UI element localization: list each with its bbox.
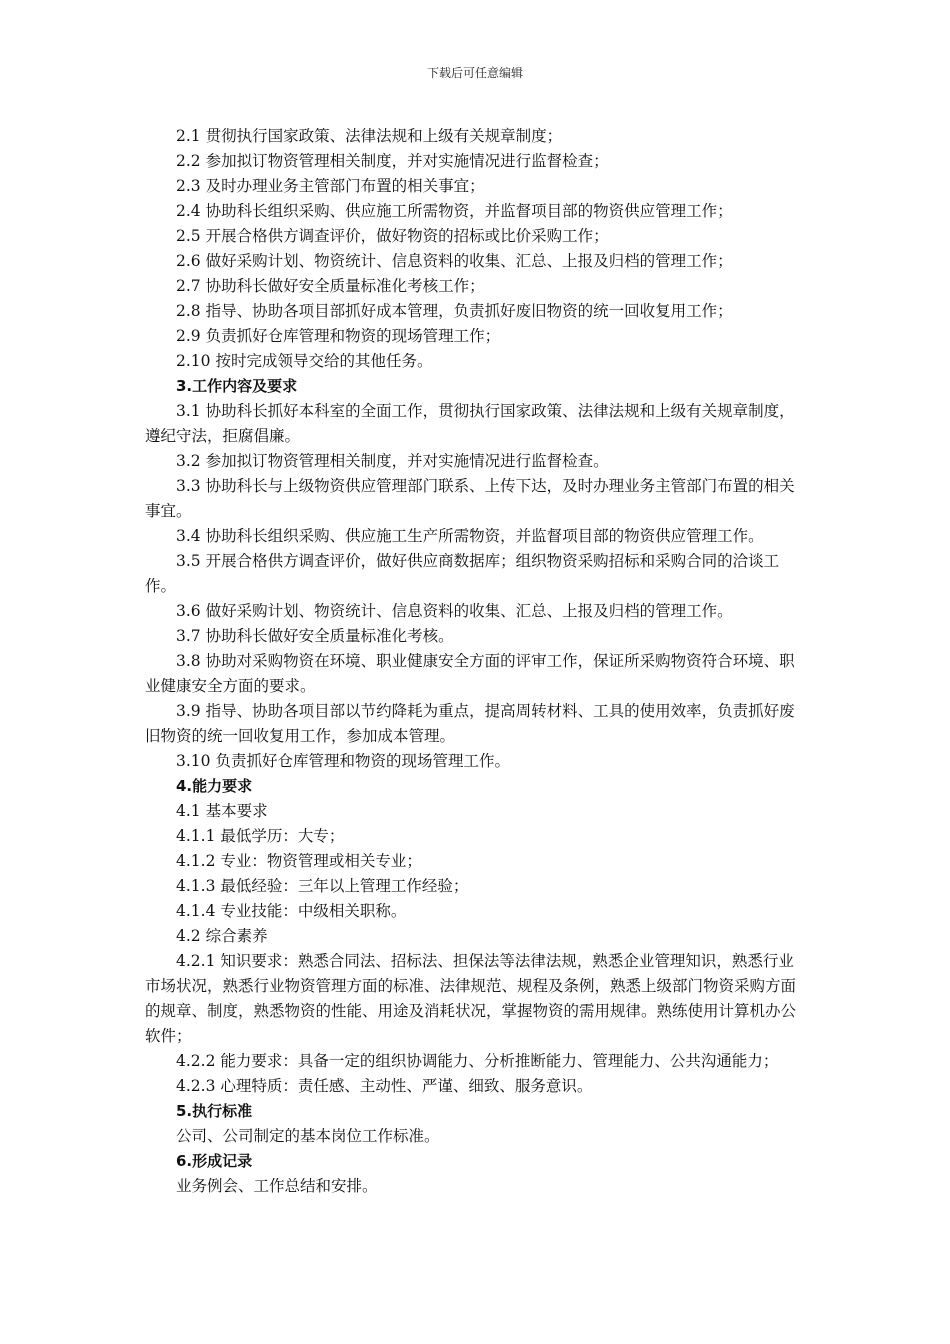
section2-item: 2.7 协助科长做好安全质量标准化考核工作； <box>176 277 485 295</box>
section3-item: 3.6 做好采购计划、物资统计、信息资料的收集、汇总、上报及归档的管理工作。 <box>176 602 733 620</box>
section4-item: 4.2 综合素养 <box>176 927 268 945</box>
page-header: 下载后可任意编辑 <box>426 66 523 80</box>
section3-item: 3.2 参加拟订物资管理相关制度，并对实施情况进行监督检查。 <box>176 452 609 470</box>
section2-item: 2.8 指导、协助各项目部抓好成本管理，负责抓好废旧物资的统一回收复用工作； <box>176 302 733 320</box>
section2-item: 2.5 开展合格供方调查评价，做好物资的招标或比价采购工作； <box>176 227 609 245</box>
section4-item: 4.2.3 心理特质：责任感、主动性、严谨、细致、服务意识。 <box>176 1077 593 1095</box>
section4-item: 4.1 基本要求 <box>176 802 268 820</box>
section4-heading: 4.能力要求 <box>176 777 253 795</box>
section4-item: 4.1.3 最低经验：三年以上管理工作经验； <box>176 877 469 895</box>
section2-item: 2.4 协助科长组织采购、供应施工所需物资，并监督项目部的物资供应管理工作； <box>176 202 733 220</box>
section2-item: 2.9 负责抓好仓库管理和物资的现场管理工作； <box>176 327 501 345</box>
section2-item: 2.1 贯彻执行国家政策、法律法规和上级有关规章制度； <box>176 127 563 145</box>
section3-item: 3.8 协助对采购物资在环境、职业健康安全方面的评审工作，保证所采购物资符合环境、职业健康安全方面的要求。 <box>145 652 795 695</box>
section4-item: 4.1.1 最低学历：大专； <box>176 827 345 845</box>
section3-heading: 3.工作内容及要求 <box>176 377 298 395</box>
section4-item: 4.2.2 能力要求：具备一定的组织协调能力、分析推断能力、管理能力、公共沟通能力； <box>176 1052 779 1070</box>
section2-item: 2.3 及时办理业务主管部门布置的相关事宜； <box>176 177 485 195</box>
section3-item: 3.3 协助科长与上级物资供应管理部门联系、上传下达，及时办理业务主管部门布置的相关事宜。 <box>145 477 795 520</box>
section2-item: 2.6 做好采购计划、物资统计、信息资料的收集、汇总、上报及归档的管理工作； <box>176 252 733 270</box>
section4-item: 4.1.4 专业技能：中级相关职称。 <box>176 902 407 920</box>
section3-item: 3.9 指导、协助各项目部以节约降耗为重点，提高周转材料、工具的使用效率，负责抓好废旧物资的统一回收复用工作，参加成本管理。 <box>145 702 795 745</box>
section6-text: 业务例会、工作总结和安排。 <box>176 1177 378 1195</box>
section2-item: 2.2 参加拟订物资管理相关制度，并对实施情况进行监督检查； <box>176 152 609 170</box>
section5-heading: 5.执行标准 <box>176 1102 253 1120</box>
document-body <box>145 124 805 1199</box>
section2-item: 2.10 按时完成领导交给的其他任务。 <box>176 352 433 370</box>
section3-item: 3.10 负责抓好仓库管理和物资的现场管理工作。 <box>176 752 510 770</box>
section5-text: 公司、公司制定的基本岗位工作标准。 <box>176 1127 440 1145</box>
section3-item: 3.4 协助科长组织采购、供应施工生产所需物资，并监督项目部的物资供应管理工作。 <box>176 527 764 545</box>
section4-item: 4.2.1 知识要求：熟悉合同法、招标法、担保法等法律法规，熟悉企业管理知识，熟悉行业市场状况，熟悉行业物资管理方面的标准、法律规范、规程及条例，熟悉上级部门物资采购方面的规章、制度，熟悉物资的性能、用途及消耗状况，掌握物资的需用规律。熟练使用计算机办公软件； <box>145 952 797 1045</box>
section3-item: 3.5 开展合格供方调查评价，做好供应商数据库；组织物资采购招标和采购合同的洽谈工作。 <box>145 552 780 595</box>
section4-item: 4.1.2 专业：物资管理或相关专业； <box>176 852 422 870</box>
section3-item: 3.1 协助科长抓好本科室的全面工作，贯彻执行国家政策、法律法规和上级有关规章制度，遵纪守法，拒腐倡廉。 <box>145 402 795 445</box>
section3-item: 3.7 协助科长做好安全质量标准化考核。 <box>176 627 454 645</box>
section6-heading: 6.形成记录 <box>176 1152 253 1170</box>
